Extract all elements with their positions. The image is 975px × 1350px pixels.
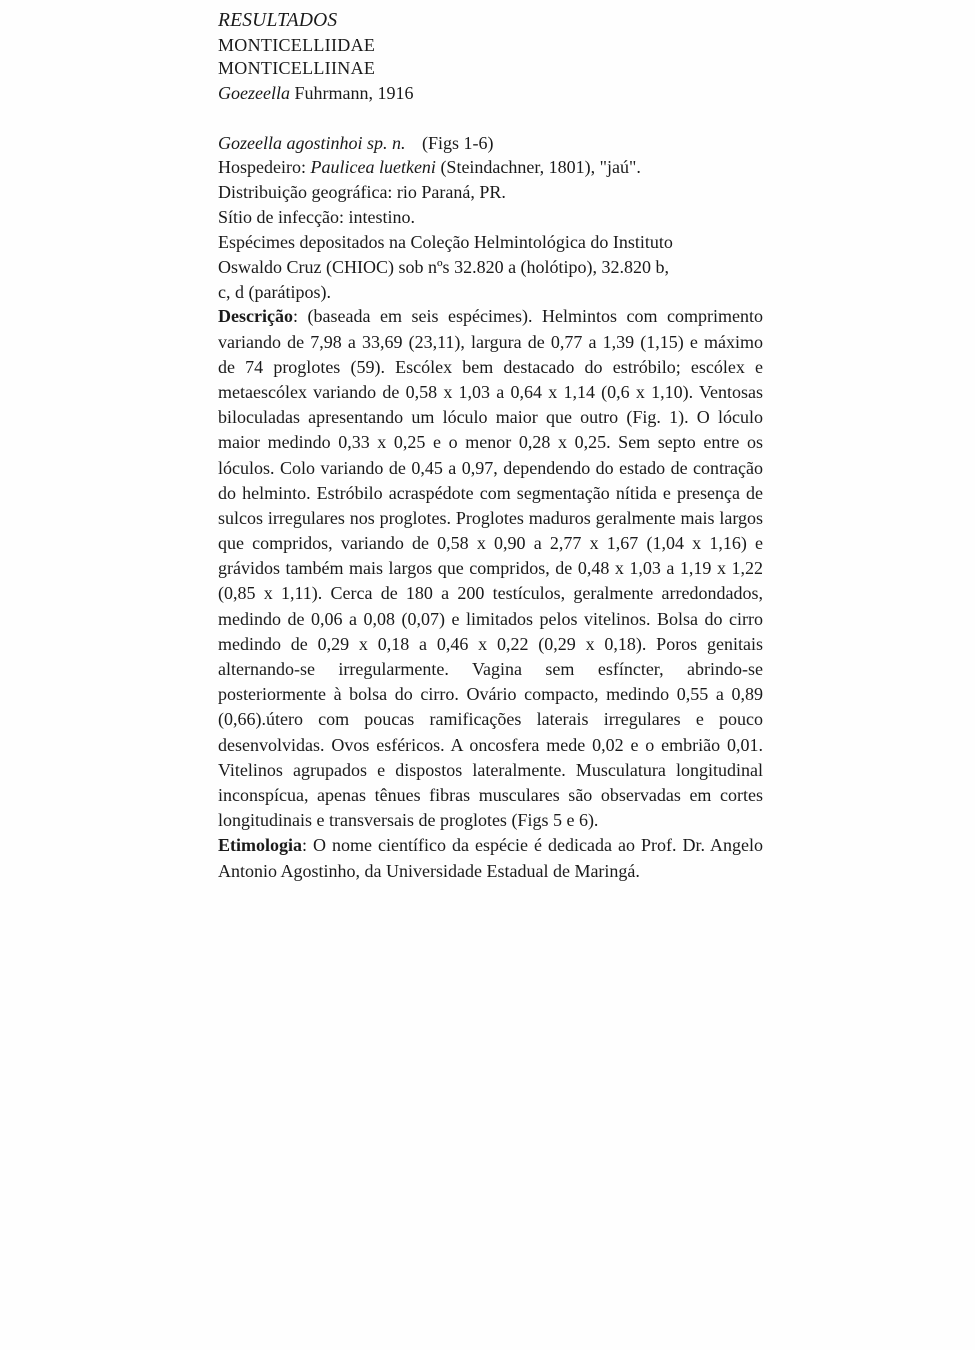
taxon-family: MONTICELLIIDAE — [218, 34, 376, 55]
species-name: Gozeella agostinhoi — [218, 132, 363, 153]
genus-name: Goezeella — [218, 82, 290, 103]
etymology-paragraph — [218, 833, 763, 883]
species-rank: sp. n. — [367, 132, 406, 153]
description-heading: Descrição — [218, 306, 293, 327]
description-body: : (baseada em seis espécimes). Helmintos com comprimento variando de 7,98 a 33,69 (23,11), largura de 0,77 a 1,39 (1,15) e máximo de 74 proglotes (59). Escólex bem destacado do estróbilo; escólex e metaescólex variando de 0,58 x 1,03 a 0,64 x 1,14 (0,6 x 1,10). Ventosas biloculadas apresentando um lóculo maior que outro (Fig. 1). O lóculo maior medindo 0,33 x 0,25 e o menor 0,28 x 0,25. Sem septo entre os lóculos. Colo variando de 0,45 a 0,97, dependendo do estado de contração do helminto. Estróbilo acraspédote com segmentação nítida e presença de sulcos irregulares nos proglotes. Proglotes maduros geralmente mais largos que compridos, variando de 0,58 x 0,90 a 2,77 x 1,67 (1,04 x 1,16) e grávidos também mais largos que compridos, de 0,48 x 1,03 a 1,19 x 1,22 (0,85 x 1,11). Cerca de 180 a 200 testículos, geralmente arredondados, medindo de 0,06 a 0,08 (0,07) e limitados pelos vitelinos. Bolsa do cirro medindo de 0,29 x 0,18 a 0,46 x 0,22 (0,29 x 0,18). Poros genitais alternando-se irregularmente. Vagina sem esfíncter, abrindo-se posteriormente à bolsa do cirro. Ovário compacto, medindo 0,55 a 0,89 (0,66).útero com poucas ramificações laterais irregulares e pouco desenvolvidas. Ovos esféricos. A oncosfera mede 0,02 e o embrião 0,01. Vitelinos agrupados e dispostos lateralmente. Musculatura longitudinal inconspícua, apenas tênues fibras musculares são observadas em cortes longitudinais e transversais de proglotes (Figs 5 e 6). — [218, 306, 763, 831]
description-paragraph — [218, 304, 763, 833]
etymology-heading: Etimologia — [218, 835, 302, 856]
record-host-rest: (Steindachner, 1801), "jaú". — [440, 157, 641, 178]
document-text-column — [218, 8, 763, 884]
deposit-line-1: Espécimes depositados na Coleção Helmintológica do Instituto — [218, 231, 673, 252]
section-title: RESULTADOS — [218, 10, 338, 31]
deposit-line-2: Oswaldo Cruz (CHIOC) sob nºs 32.820 a (holótipo), 32.820 b, — [218, 256, 670, 277]
record-host-species: Paulicea luetkeni — [310, 157, 436, 178]
genus-author-year: Fuhrmann, 1916 — [294, 82, 414, 103]
species-heading — [218, 131, 763, 156]
record-distribution: Distribuição geográfica: rio Paraná, PR. — [218, 182, 506, 203]
etymology-body: : O nome científico da espécie é dedicada ao Prof. Dr. Angelo Antonio Agostinho, da Universidade Estadual de Maringá. — [218, 835, 763, 881]
record-host-label: Hospedeiro: — [218, 157, 306, 178]
record-host — [218, 155, 763, 180]
species-figure-refs: (Figs 1-6) — [422, 132, 494, 153]
deposit-line-3: c, d (parátipos). — [218, 281, 331, 302]
taxon-subfamily: MONTICELLIINAE — [218, 58, 376, 79]
record-infection-site: Sítio de infecção: intestino. — [218, 207, 415, 228]
taxon-genus-authority — [218, 81, 763, 105]
